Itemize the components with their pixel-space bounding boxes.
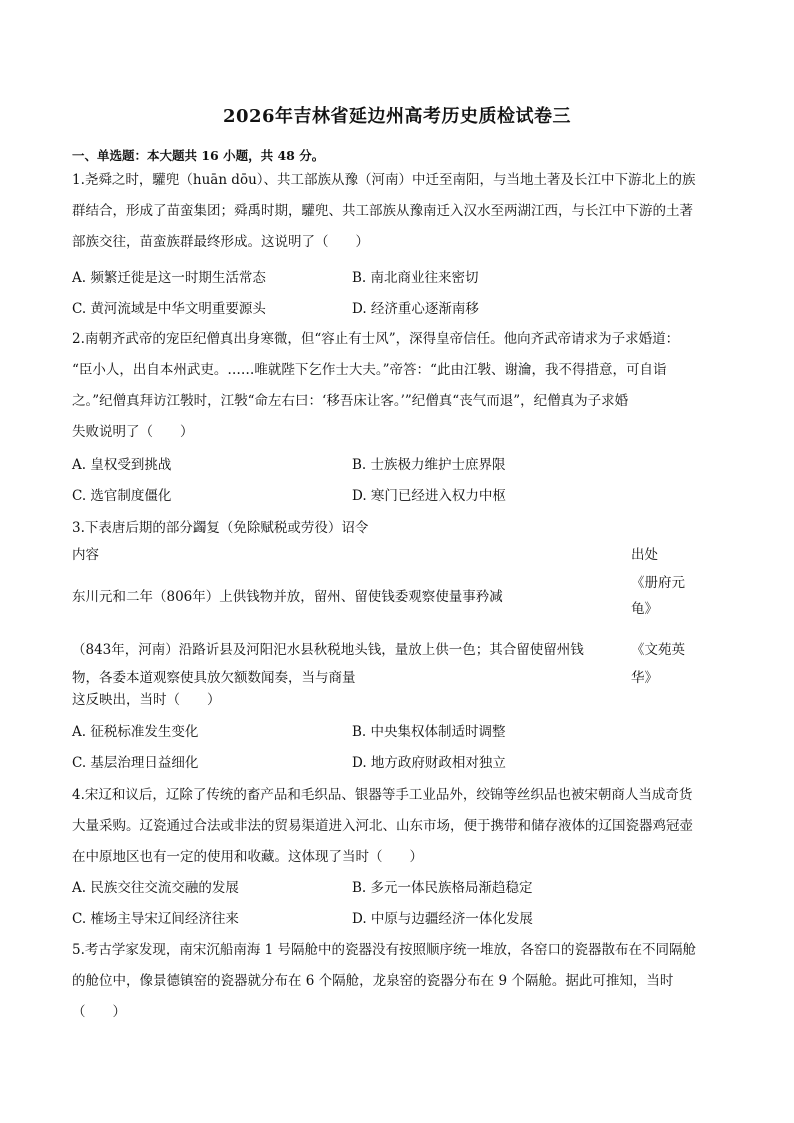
row-source [631,636,701,692]
exam-title: 2026年吉林省延边州高考历史质检试卷三 [222,106,572,127]
question-line: 大量采购。辽瓷通过合法或非法的贸易渠道进入河北、山东市场，便于携带和储存液体的辽国瓷器鸡冠壶 [72,818,693,834]
question-line: “臣小人，出自本州武吏。……唯就陛下乞作士大夫。”帝答：“此由江斅、谢瀹，我不得措意，可自诣 [72,362,667,378]
question-line: 1.尧舜之时，驩兜（huān dōu）、共工部族从豫（河南）中迁至南阳，与当地土著及长江中下游北上的族 [72,172,696,188]
question-line: 的舱位中，像景德镇窑的瓷器就分布在 6 个隔舱，龙泉窑的瓷器分布在 9 个隔舱。据此可推知，当时 [72,973,674,989]
question-4-options [72,873,724,935]
option-b[interactable]: B. 南北商业往来密切 [352,270,479,286]
question-line: 部族交往，苗蛮族群最终形成。这说明了（ ） [72,234,369,250]
option-c[interactable]: C. 基层治理日益细化 [72,755,199,771]
cell-line: 《册府元 [631,575,685,591]
question-line: （ ） [72,1004,126,1020]
option-a[interactable]: A. 征税标准发生变化 [72,724,199,740]
option-c[interactable]: C. 选官制度僵化 [72,488,172,504]
option-c[interactable]: C. 黄河流域是中华文明重要源头 [72,301,266,317]
question-1-stem [72,165,724,258]
question-line: 5.考古学家发现，南宋沉船南海 1 号隔舱中的瓷器没有按照顺序统一堆放，各窑口的瓷器散布在不同隔舱 [72,942,697,958]
option-b[interactable]: B. 多元一体民族格局渐趋稳定 [352,880,533,896]
header-content: 内容 [72,547,99,563]
option-d[interactable]: D. 地方政府财政相对独立 [352,755,506,771]
question-line: 4.宋辽和议后，辽除了传统的畜产品和毛织品、银器等手工业品外，绞锦等丝织品也被宋朝商人当成奇货 [72,787,693,803]
question-3-options [72,717,724,779]
question-3-prompt [72,685,724,716]
cell-line: 华》 [631,670,658,686]
question-4-stem [72,780,724,873]
question-5-stem [72,935,724,1028]
option-b[interactable]: B. 士族极力维护士庶界限 [352,457,506,473]
question-line: 2.南朝齐武帝的宠臣纪僧真出身寒微，但“容止有士风”，深得皇帝信任。他向齐武帝请求为子求婚道： [72,331,680,347]
row-content [72,584,612,610]
row-content [72,636,612,692]
question-line: 失败说明了（ ） [72,424,194,440]
question-2-stem [72,324,724,448]
edict-table [72,540,724,696]
cell-line: 物，各委本道观察使具放欠额数闻奏，当与商量 [72,670,356,686]
option-a[interactable]: A. 皇权受到挑战 [72,457,172,473]
table-row [72,570,724,624]
question-2-options [72,450,724,512]
cell-line: 东川元和二年（806年）上供钱物并放，留州、留使钱委观察使量事矜减 [72,589,503,605]
section-heading: 一、单选题：本大题共 16 小题，共 48 分。 [72,148,325,163]
option-a[interactable]: A. 频繁迁徙是这一时期生活常态 [72,270,266,286]
option-b[interactable]: B. 中央集权体制适时调整 [352,724,506,740]
option-a[interactable]: A. 民族交往交流交融的发展 [72,880,239,896]
option-d[interactable]: D. 寒门已经进入权力中枢 [352,488,506,504]
question-line: 这反映出，当时（ ） [72,692,221,708]
question-line: 群结合，形成了苗蛮集团；舜禹时期，驩兜、共工部族从豫南迁入汉水至两湖江西，与长江中下游的土著 [72,203,693,219]
cell-line: 《文苑英 [631,642,685,658]
option-d[interactable]: D. 中原与边疆经济一体化发展 [352,911,533,927]
cell-line: （843年，河南）沿路䜣县及河阳汜水县秋税地头钱，量放上供一色；其合留使留州钱 [72,642,584,658]
option-c[interactable]: C. 榷场主导宋辽间经济往来 [72,911,239,927]
option-d[interactable]: D. 经济重心逐渐南移 [352,301,479,317]
question-line: 3.下表唐后期的部分蠲复（免除赋税或劳役）诏令 [72,520,369,536]
table-header [72,540,724,570]
header-source: 出处 [631,547,658,563]
question-line: 之。”纪僧真拜访江斅时，江斅“命左右曰：‘移吾床让客。’”纪僧真“丧气而退”，纪僧真为子求婚 [72,393,629,409]
question-1-options [72,263,724,325]
cell-line: 龟》 [631,601,658,617]
row-source [631,570,701,622]
question-line: 在中原地区也有一定的使用和收藏。这体现了当时（ ） [72,849,423,865]
